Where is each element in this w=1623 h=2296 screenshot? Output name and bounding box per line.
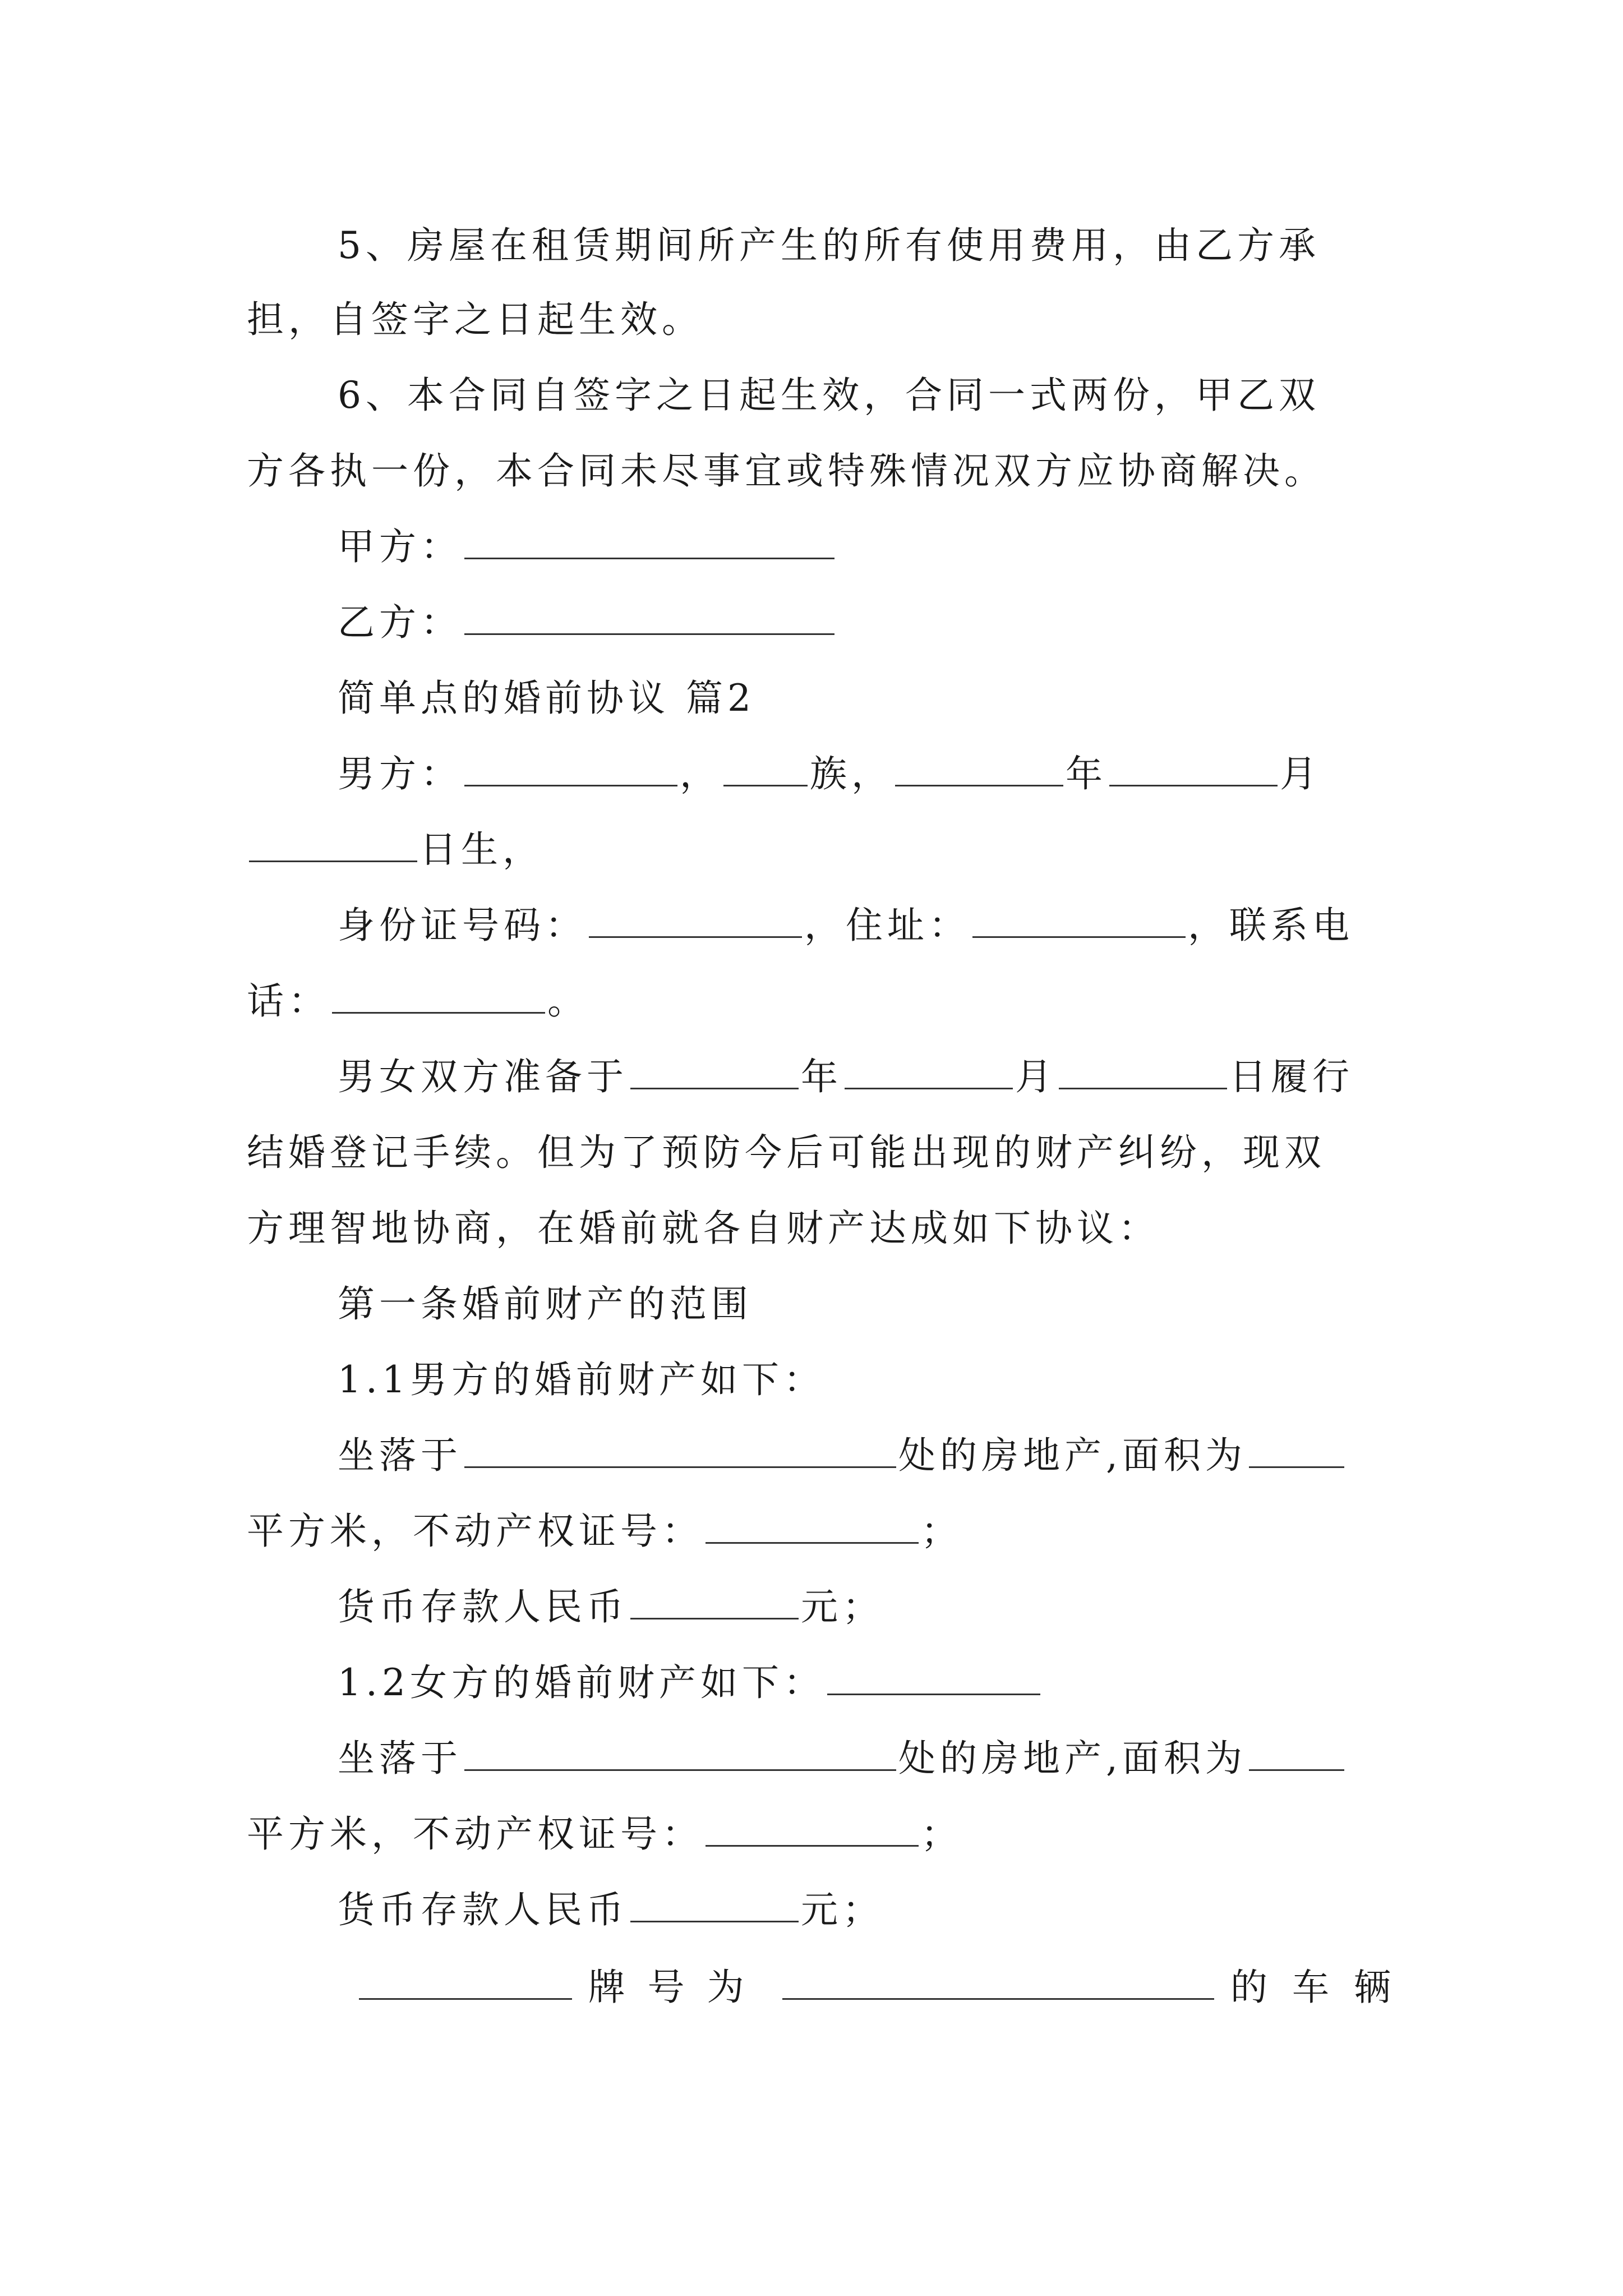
plan-day-label: 日履行 bbox=[1229, 1055, 1354, 1098]
male-year-blank[interactable] bbox=[895, 754, 1063, 786]
month-label: 月 bbox=[1280, 752, 1321, 795]
vehicle-line bbox=[247, 1951, 1415, 2024]
plan-year-label: 年 bbox=[801, 1055, 842, 1098]
party-a-label: 甲方： bbox=[338, 525, 462, 568]
male-estate-location-blank[interactable] bbox=[464, 1436, 896, 1468]
deposit-label: 货币存款人民币 bbox=[338, 1585, 628, 1628]
female-property-heading bbox=[247, 1646, 1391, 1719]
party-a-blank[interactable] bbox=[464, 527, 834, 559]
located-label: 坐落于 bbox=[338, 1737, 462, 1780]
deposit-label: 货币存款人民币 bbox=[338, 1888, 628, 1931]
semicolon: ； bbox=[921, 1510, 962, 1553]
plan-text-2: 结婚登记手续。但为了预防今后可能出现的财产纠纷，现双 bbox=[247, 1131, 1326, 1174]
male-born-line bbox=[247, 813, 1391, 886]
address-blank[interactable] bbox=[972, 906, 1186, 938]
vehicle-brand-blank[interactable] bbox=[359, 1968, 572, 2000]
clause-6-line-1 bbox=[247, 359, 1391, 432]
born-label: 日生， bbox=[419, 828, 544, 871]
ethnic-label: 族， bbox=[810, 752, 893, 795]
year-label: 年 bbox=[1066, 752, 1107, 795]
male-estate-area-blank[interactable] bbox=[1249, 1436, 1344, 1468]
male-property-heading bbox=[247, 1343, 1391, 1416]
plan-month-label: 月 bbox=[1015, 1055, 1057, 1098]
female-estate-line bbox=[247, 1722, 1391, 1795]
male-day-blank[interactable] bbox=[249, 830, 417, 862]
male-label: 男方： bbox=[338, 752, 462, 795]
yuan-label: 元； bbox=[801, 1585, 884, 1628]
male-month-blank[interactable] bbox=[1109, 754, 1278, 786]
plan-line-2 bbox=[247, 1116, 1391, 1189]
id-blank[interactable] bbox=[589, 906, 802, 938]
plan-year-blank[interactable] bbox=[630, 1057, 799, 1089]
male-deposit-blank[interactable] bbox=[630, 1588, 799, 1619]
male-cert-line bbox=[247, 1495, 1391, 1568]
plan-text-3: 方理智地协商，在婚前就各自财产达成如下协议： bbox=[247, 1207, 1160, 1250]
sqm-label: 平方米，不动产权证号： bbox=[247, 1510, 703, 1553]
female-deposit-line bbox=[247, 1874, 1391, 1947]
male-cert-blank[interactable] bbox=[706, 1512, 919, 1544]
period: 。 bbox=[547, 979, 589, 1023]
plan-day-blank[interactable] bbox=[1059, 1057, 1227, 1089]
plan-line-1 bbox=[247, 1041, 1391, 1114]
male-deposit-line bbox=[247, 1571, 1391, 1644]
female-cert-line bbox=[247, 1798, 1391, 1871]
article-1-line bbox=[247, 1268, 1391, 1341]
party-a-line bbox=[247, 510, 1391, 583]
address-label: ，住址： bbox=[804, 904, 970, 947]
male-estate-line bbox=[247, 1419, 1391, 1492]
female-property-blank[interactable] bbox=[827, 1663, 1040, 1695]
yuan-label: 元； bbox=[801, 1888, 884, 1931]
id-label: 身份证号码： bbox=[338, 904, 587, 947]
vehicle-plate-blank[interactable] bbox=[782, 1968, 1214, 2000]
sqm-label: 平方米，不动产权证号： bbox=[247, 1812, 703, 1856]
section-title-line bbox=[247, 662, 1391, 735]
female-property-title: 1.2女方的婚前财产如下： bbox=[338, 1661, 825, 1704]
phone-label: ，联系电 bbox=[1188, 904, 1354, 947]
party-b-blank[interactable] bbox=[464, 603, 834, 635]
clause-6-line-2 bbox=[247, 435, 1391, 508]
estate-area-label: 处的房地产,面积为 bbox=[898, 1434, 1247, 1477]
female-estate-location-blank[interactable] bbox=[464, 1739, 896, 1771]
plate-label: 牌号为 bbox=[588, 1966, 767, 2009]
party-b-label: 乙方： bbox=[338, 601, 462, 644]
article-1-title: 第一条婚前财产的范围 bbox=[338, 1282, 753, 1326]
semicolon: ； bbox=[921, 1812, 962, 1856]
plan-prefix: 男女双方准备于 bbox=[338, 1055, 628, 1098]
clause-5-line-1 bbox=[247, 209, 1391, 282]
plan-line-3 bbox=[247, 1192, 1391, 1265]
female-cert-blank[interactable] bbox=[706, 1815, 919, 1847]
plan-month-blank[interactable] bbox=[845, 1057, 1013, 1089]
phone-label-cont: 话： bbox=[247, 979, 330, 1023]
male-name-blank[interactable] bbox=[464, 754, 677, 786]
clause-5-line-2 bbox=[247, 283, 1391, 356]
located-label: 坐落于 bbox=[338, 1434, 462, 1477]
party-b-line bbox=[247, 586, 1391, 659]
female-deposit-blank[interactable] bbox=[630, 1890, 799, 1922]
clause-6-text: 6、本合同自签字之日起生效，合同一式两份，甲乙双 bbox=[338, 374, 1320, 417]
clause-5-text-cont: 担，自签字之日起生效。 bbox=[247, 298, 703, 341]
clause-5-text: 5、房屋在租赁期间所产生的所有使用费用，由乙方承 bbox=[338, 224, 1320, 267]
estate-area-label: 处的房地产,面积为 bbox=[898, 1737, 1247, 1780]
id-line bbox=[247, 889, 1391, 962]
section-title: 简单点的婚前协议 篇2 bbox=[338, 677, 755, 720]
phone-blank[interactable] bbox=[332, 982, 545, 1014]
clause-6-text-cont: 方各执一份，本合同未尽事宜或特殊情况双方应协商解决。 bbox=[247, 449, 1326, 493]
comma: ， bbox=[680, 752, 721, 795]
vehicle-label: 的车辆 bbox=[1230, 1966, 1415, 2009]
phone-line bbox=[247, 965, 1391, 1038]
male-info-line bbox=[247, 738, 1391, 811]
male-ethnic-blank[interactable] bbox=[723, 754, 808, 786]
male-property-title: 1.1男方的婚前财产如下： bbox=[338, 1358, 825, 1401]
female-estate-area-blank[interactable] bbox=[1249, 1739, 1344, 1771]
